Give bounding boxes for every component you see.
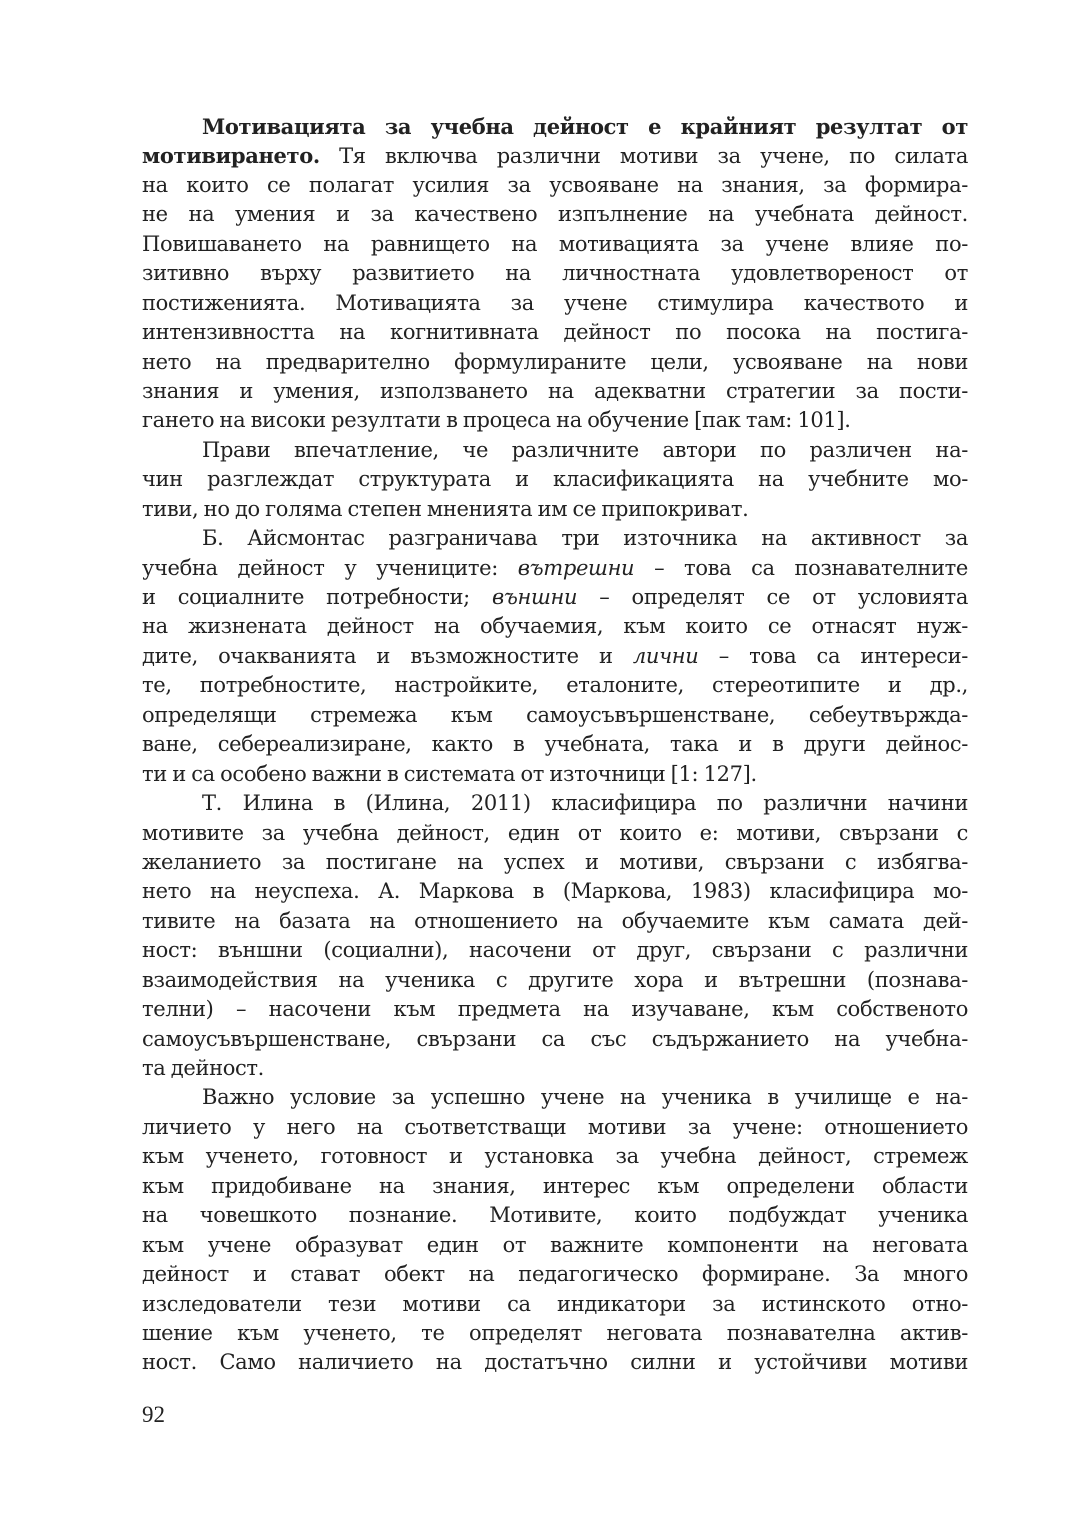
- text-line: изследователи тези мотиви са индикатори за истинското отно-: [142, 1291, 968, 1316]
- text-line: зитивно върху развитието на личностната удовлетвореност от: [142, 261, 968, 286]
- page-number: 92: [142, 1402, 165, 1427]
- text-line: определящи стремежа към самоусъвършенстване, себеутвържда-: [142, 702, 968, 727]
- text-line: Повишаването на равнището на мотивацията за учене влияе по-: [142, 231, 968, 256]
- text-line: дейност и стават обект на педагогическо формиране. За много: [142, 1262, 968, 1287]
- text-line: Важно условие за успешно учене на ученика в училище е на-: [202, 1085, 968, 1110]
- text-line: на жизнената дейност на обучаемия, към които се отнасят нуж-: [142, 614, 968, 639]
- text-line: и социалните потребности; външни – определят се от условията: [142, 585, 968, 609]
- text-line: интензивността на когнитивната дейност по посока на постига-: [142, 320, 968, 345]
- text-line: те, потребностите, настройките, еталоните, стереотипите и др.,: [142, 673, 968, 698]
- text-line: към придобиване на знания, интерес към определени области: [142, 1173, 968, 1198]
- paragraph-1: [142, 112, 968, 436]
- italic-term: външни: [491, 585, 578, 609]
- text-line: постиженията. Мотивацията за учене стимулира качеството и: [142, 290, 968, 315]
- text-line: ване, себереализиране, както в учебната, така и в други дейнос-: [142, 732, 968, 757]
- paragraph-5: [142, 1083, 968, 1377]
- text-line: не на умения и за качествено изпълнение на учебната дейност.: [142, 202, 968, 227]
- page-body: [142, 112, 968, 1378]
- text-line: чин разглеждат структурата и класификацията на учебните мо-: [142, 467, 968, 492]
- text-line: дите, очакванията и възможностите и лични – това са интереси-: [142, 643, 968, 668]
- paragraph-2: [142, 436, 968, 524]
- paragraph-4: [142, 789, 968, 1083]
- bold-heading: Мотивацията за учебна дейност е крайният резултат от: [202, 114, 968, 139]
- text-line: тиви, но до голяма степен мненията им се припокриват.: [142, 496, 749, 521]
- text-line: тивите на базата на отношението на обучаемите към самата дей-: [142, 908, 968, 933]
- text-line: Т. Илина в (Илина, 2011) класифицира по различни начини: [202, 791, 968, 816]
- text-line: на човешкото познание. Мотивите, които подбуждат ученика: [142, 1203, 968, 1228]
- italic-term: лични: [632, 643, 699, 668]
- text-line: [142, 112, 968, 141]
- text-line: желанието за постигане на успех и мотиви, свързани с избягва-: [142, 849, 968, 874]
- text-line: гането на високи резултати в процеса на обучение [пак там: 101].: [142, 408, 851, 433]
- italic-term: вътрешни: [517, 555, 635, 580]
- text-line: знания и умения, използването на адекватни стратегии за пости-: [142, 378, 968, 403]
- text-line: мотивите за учебна дейност, един от които е: мотиви, свързани с: [142, 820, 968, 845]
- text-line: към учене образуват един от важните компоненти на неговата: [142, 1232, 968, 1257]
- text-line: Прави впечатление, че различните автори по различен на-: [202, 437, 968, 462]
- text-line: взаимодействия на ученика с другите хора и вътрешни (познава-: [142, 967, 968, 992]
- text-line: личието у него на съответстващи мотиви за учене: отношението: [142, 1114, 968, 1139]
- text-line: та дейност.: [142, 1056, 265, 1080]
- text-line: нето на предварително формулираните цели, усвояване на нови: [142, 349, 968, 374]
- text-line: нето на неуспеха. А. Маркова в (Маркова, 1983) класифицира мо-: [142, 879, 968, 904]
- text-line: самоусъвършенстване, свързани са със съдържанието на учебна-: [142, 1026, 968, 1051]
- text-line: ност. Само наличието на достатъчно силни и устойчиви мотиви: [142, 1350, 968, 1375]
- text-line: ност: външни (социални), насочени от друг, свързани с различни: [142, 938, 968, 963]
- text-line: на които се полагат усилия за усвояване на знания, за формира-: [142, 172, 968, 197]
- text-line: Б. Айсмонтас разграничава три източника на активност за: [202, 526, 968, 551]
- text-line: мотивирането. Тя включва различни мотиви за учене, по силата: [142, 143, 968, 169]
- paragraph-3: [142, 524, 968, 789]
- bold-heading: мотивирането.: [142, 143, 320, 169]
- text-line: ти и са особено важни в системата от източници [1: 127].: [142, 761, 757, 786]
- text-line: шение към ученето, те определят неговата познавателна актив-: [142, 1320, 968, 1345]
- text-line: към ученето, готовност и установка за учебна дейност, стремеж: [142, 1144, 968, 1169]
- text-line: учебна дейност у учениците: вътрешни – това са познавателните: [142, 555, 968, 580]
- text-line: телни) – насочени към предмета на изучаване, към собственото: [142, 997, 968, 1022]
